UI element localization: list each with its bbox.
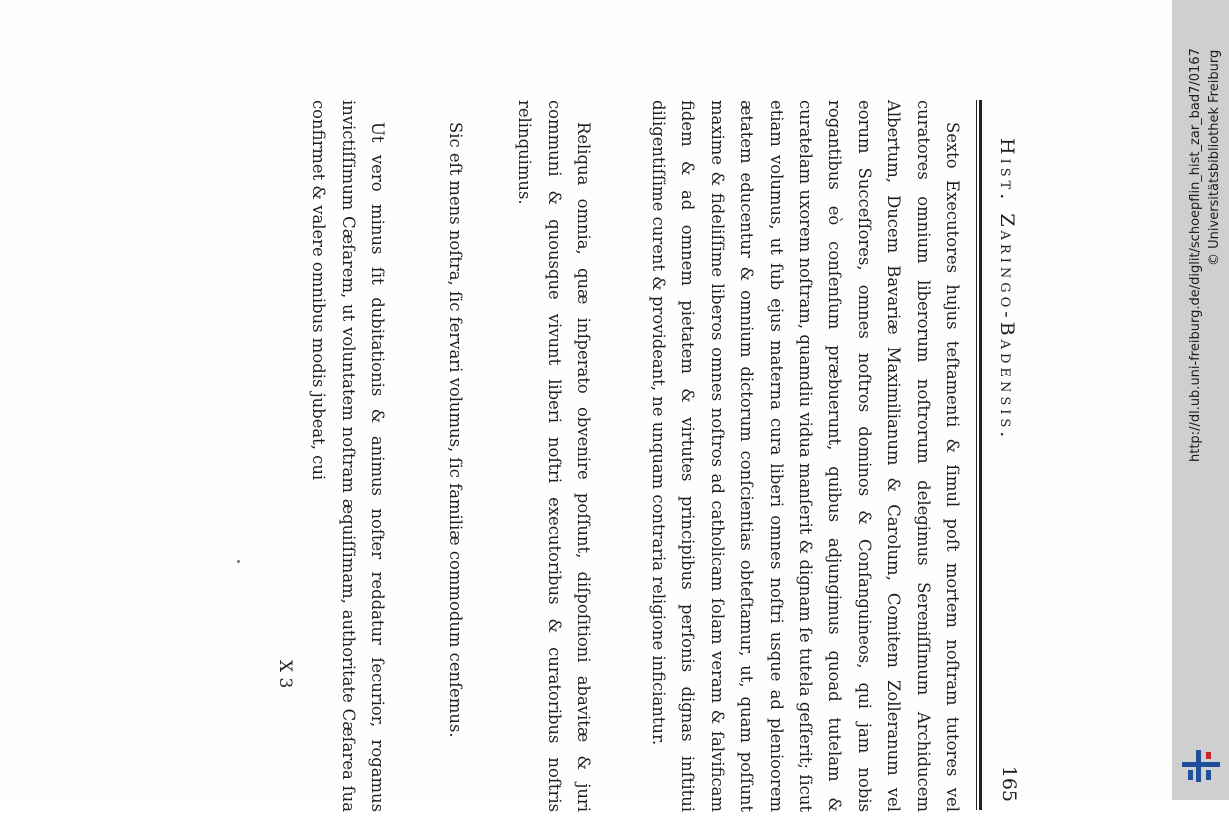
paragraph-dubitationis: Ut vero minus ſit dubitationis & animus noſter reddatur ſecurior, rogamus invictiſſimum Cæſarem, ut voluntatem noſtram æquiſſimam, authoritate Cæſarea ſua confirmet & valere omnibus modis jubeat, cui bbox=[309, 100, 387, 812]
logo-mark-blue-left bbox=[1188, 770, 1193, 780]
header-rule-thin bbox=[976, 100, 977, 810]
page-number: 165 bbox=[998, 765, 1020, 802]
signature-mark: X 3 bbox=[275, 660, 295, 689]
copyright-notice: © Universitätsbibliothek Freiburg bbox=[1207, 49, 1222, 266]
logo-stem-blue bbox=[1196, 750, 1201, 782]
paragraph-reliqua: Reliqua omnia, quæ inſperato obvenire poſſunt, diſpoſitioni abavitæ & juri communi & quousque vivunt liberi noſtri executoribus & curatoribus noſtris relinquimus. bbox=[515, 100, 593, 812]
library-logo-icon bbox=[1180, 748, 1222, 784]
permalink-url[interactable]: http://dl.ub.uni-freiburg.de/diglit/schoepflin_hist_zar_bad7/0167 bbox=[1188, 48, 1203, 462]
logo-mark-blue-lower bbox=[1206, 770, 1211, 780]
ink-speck bbox=[237, 560, 240, 563]
running-title: Hist. Zaringo-Badensis. bbox=[996, 138, 1018, 442]
running-header bbox=[988, 100, 1020, 820]
header-rule-thick bbox=[979, 100, 982, 810]
book-page bbox=[220, 100, 1020, 820]
logo-mark-red bbox=[1206, 752, 1211, 759]
paragraph-executors: Sexto Executores hujus teſtamenti & ſimul poſt mortem noſtram tutores vel curatores omnium liberorum noſtrorum delegimus Sereniſſimum Archiducem Albertum, Ducem Bavariæ Maximilianum & Carolum, Comitem Zolleranum vel eorum Succeſſores, omnes noſtros dominos & Conſanguineos, qui jam nobis rogantibus eò conſenſum præbuerunt, quibus adjungimus quoad tutelam & curatelam uxorem noſtram, quamdiu vidua manſerit & dignam ſe tutela geſſerit; ſicut etiam volumus, ut ſub ejus materna cura liberi omnes noſtri usque ad plenioorem ætatem educentur & omnium dictorum conſcientias obteſtamur, ut, quam poſſunt maxime & fideliſſime liberos omnes noſtros ad catholicam ſolam veram & ſalvificam fidem & ad omnem pietatem & virtutes principibus perſonis dignas inſtitui diligentiſſime curent & provideant, ne unquam contraria religione inficiantur. bbox=[648, 100, 962, 812]
paragraph-mens-nostra: Sic eſt mens noſtra, ſic fervari volumus, ſic familiæ commodum cenſemus. bbox=[446, 122, 465, 738]
